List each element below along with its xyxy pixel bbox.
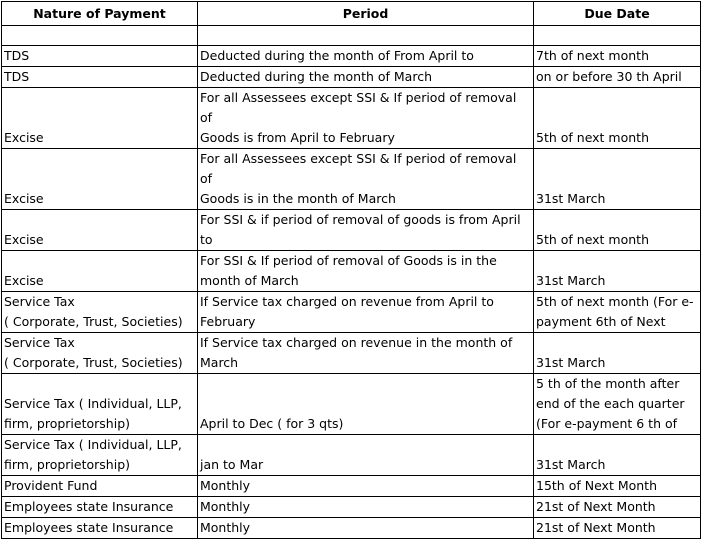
cell-text: 7th of next month	[536, 48, 650, 63]
due-date-cell[interactable]	[534, 67, 701, 88]
nature-cell[interactable]	[2, 435, 198, 476]
cell-text: 5th of next month (For e- payment 6th of Next	[536, 294, 694, 329]
table-row	[2, 26, 701, 46]
period-cell[interactable]	[198, 292, 534, 333]
cell-text: 21st of Next Month	[536, 520, 656, 535]
cell-text: jan to Mar	[200, 457, 264, 472]
table-row	[2, 67, 701, 88]
due-date-cell[interactable]	[534, 46, 701, 67]
header-due-date[interactable]: Due Date	[534, 2, 701, 26]
table-row	[2, 292, 701, 333]
due-date-cell[interactable]	[534, 292, 701, 333]
due-date-cell[interactable]	[534, 88, 701, 149]
cell-text: Excise	[4, 232, 44, 247]
nature-cell[interactable]	[2, 26, 198, 46]
payment-due-dates-table	[1, 1, 701, 539]
table-row	[2, 518, 701, 539]
cell-text: 31st March	[536, 191, 606, 206]
cell-text: Deducted during the month of From April to	[200, 48, 474, 63]
due-date-cell[interactable]	[534, 518, 701, 539]
period-cell[interactable]	[198, 67, 534, 88]
cell-text: 21st of Next Month	[536, 499, 656, 514]
period-cell[interactable]	[198, 374, 534, 435]
nature-cell[interactable]	[2, 46, 198, 67]
table-row	[2, 497, 701, 518]
cell-text: 31st March	[536, 355, 606, 370]
nature-cell[interactable]	[2, 497, 198, 518]
cell-text: 31st March	[536, 273, 606, 288]
due-date-cell[interactable]	[534, 497, 701, 518]
table-row	[2, 210, 701, 251]
cell-text: Monthly	[200, 520, 251, 535]
due-date-cell[interactable]	[534, 149, 701, 210]
table-row	[2, 46, 701, 67]
period-cell[interactable]	[198, 46, 534, 67]
cell-text: For all Assessees except SSI & If period of removal of Goods is from April to February	[200, 90, 517, 145]
cell-text: If Service tax charged on revenue in the month of March	[200, 335, 513, 370]
header-period[interactable]: Period	[198, 2, 534, 26]
header-row	[2, 2, 701, 26]
cell-text: Provident Fund	[4, 478, 98, 493]
cell-text: For all Assessees except SSI & If period of removal of Goods is in the month of March	[200, 151, 517, 206]
cell-text: If Service tax charged on revenue from April to February	[200, 294, 494, 329]
due-date-cell[interactable]	[534, 26, 701, 46]
cell-text: Deducted during the month of March	[200, 69, 433, 84]
period-cell[interactable]	[198, 497, 534, 518]
table-row	[2, 333, 701, 374]
cell-text: Service Tax ( Individual, LLP, firm, proprietorship)	[4, 396, 182, 431]
nature-cell[interactable]	[2, 292, 198, 333]
due-date-cell[interactable]	[534, 476, 701, 497]
cell-text: Excise	[4, 191, 44, 206]
nature-cell[interactable]	[2, 251, 198, 292]
nature-cell[interactable]	[2, 333, 198, 374]
due-date-cell[interactable]	[534, 435, 701, 476]
period-cell[interactable]	[198, 333, 534, 374]
nature-cell[interactable]	[2, 476, 198, 497]
period-cell[interactable]	[198, 88, 534, 149]
cell-text: 31st March	[536, 457, 606, 472]
period-cell[interactable]	[198, 251, 534, 292]
table-row	[2, 251, 701, 292]
nature-cell[interactable]	[2, 67, 198, 88]
table-row	[2, 374, 701, 435]
due-date-cell[interactable]	[534, 333, 701, 374]
cell-text: 5 th of the month after end of the each quarter (For e-payment 6 th of	[536, 376, 685, 431]
cell-text: Service Tax ( Corporate, Trust, Societies)	[4, 294, 183, 329]
cell-text: Monthly	[200, 478, 251, 493]
cell-text: April to Dec ( for 3 qts)	[200, 416, 344, 431]
cell-text: Employees state Insurance	[4, 499, 174, 514]
cell-text: Excise	[4, 273, 44, 288]
cell-text: Monthly	[200, 499, 251, 514]
cell-text: 5th of next month	[536, 130, 650, 145]
cell-text: TDS	[4, 69, 30, 84]
due-date-cell[interactable]	[534, 251, 701, 292]
nature-cell[interactable]	[2, 88, 198, 149]
period-cell[interactable]	[198, 518, 534, 539]
nature-cell[interactable]	[2, 518, 198, 539]
cell-text: Service Tax ( Individual, LLP, firm, proprietorship)	[4, 437, 182, 472]
nature-cell[interactable]	[2, 149, 198, 210]
cell-text: Employees state Insurance	[4, 520, 174, 535]
cell-text: Excise	[4, 130, 44, 145]
due-date-cell[interactable]	[534, 374, 701, 435]
period-cell[interactable]	[198, 26, 534, 46]
header-nature-of-payment[interactable]: Nature of Payment	[2, 2, 198, 26]
table-row	[2, 476, 701, 497]
table-row	[2, 149, 701, 210]
period-cell[interactable]	[198, 476, 534, 497]
cell-text: For SSI & If period of removal of Goods is in the month of March	[200, 253, 497, 288]
nature-cell[interactable]	[2, 374, 198, 435]
cell-text: Service Tax ( Corporate, Trust, Societies)	[4, 335, 183, 370]
period-cell[interactable]	[198, 210, 534, 251]
cell-text: TDS	[4, 48, 30, 63]
table-row	[2, 435, 701, 476]
table-row	[2, 88, 701, 149]
cell-text: 5th of next month	[536, 232, 650, 247]
cell-text: on or before 30 th April	[536, 69, 682, 84]
cell-text: 15th of Next Month	[536, 478, 657, 493]
period-cell[interactable]	[198, 435, 534, 476]
cell-text: For SSI & if period of removal of goods is from April to	[200, 212, 521, 247]
due-date-cell[interactable]	[534, 210, 701, 251]
period-cell[interactable]	[198, 149, 534, 210]
nature-cell[interactable]	[2, 210, 198, 251]
